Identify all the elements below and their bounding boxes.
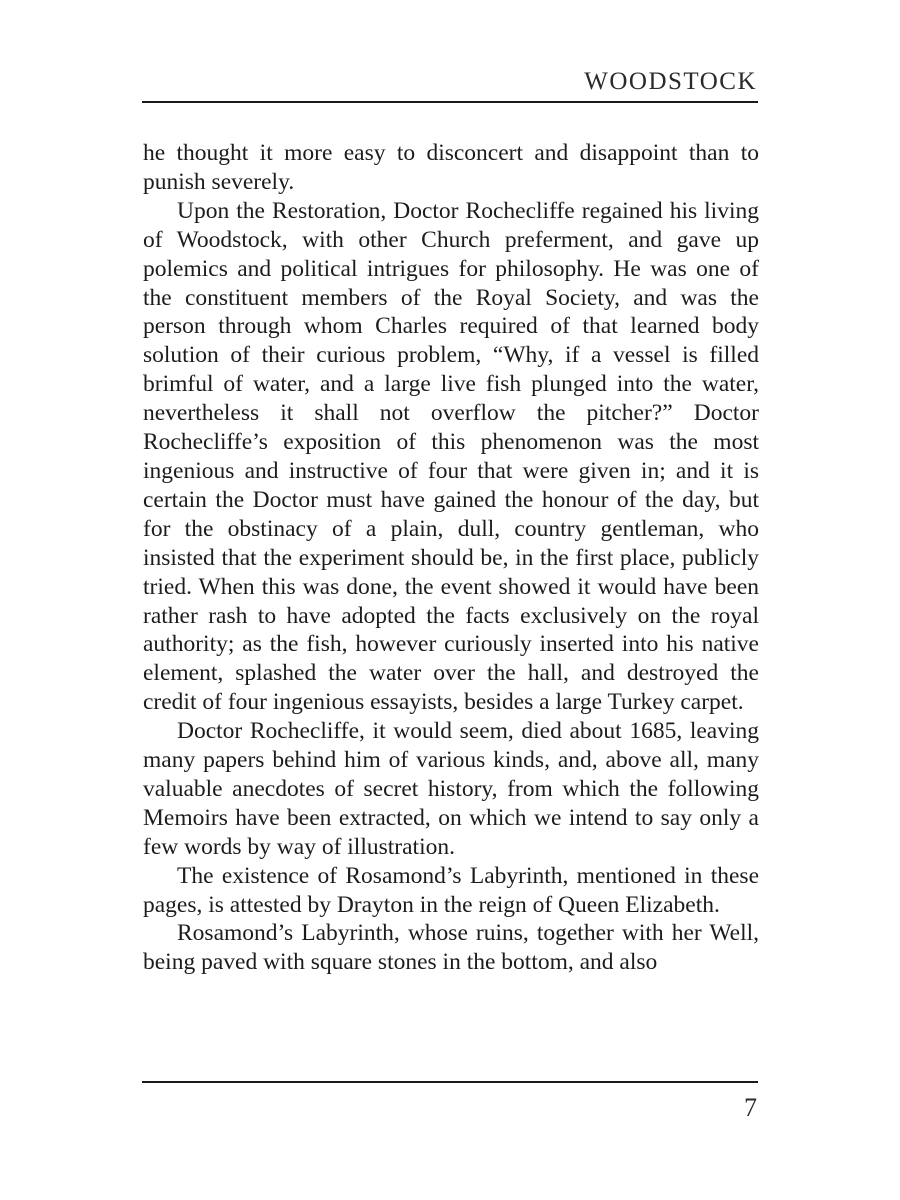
footer-rule: [142, 1081, 758, 1083]
paragraph-labyrinth-ruins: Rosamond’s Labyrinth, whose ruins, together with her Well, being paved with square stones in the bottom, and also: [143, 920, 759, 976]
page-number: 7: [744, 1093, 757, 1122]
paragraph-labyrinth-existence: The existence of Rosamond’s Labyrinth, mentioned in these pages, is attested by Drayton in the reign of Queen Elizabeth.: [143, 862, 759, 918]
paragraph-continuation: he thought it more easy to disconcert and disappoint than to punish severely.: [143, 140, 759, 195]
paragraph-restoration: Upon the Restoration, Doctor Rochecliffe regained his living of Woodstock, with other Church preferment, and gave up polemics and political intrigues for philosophy. He was one of the constituent members of the Royal Society, and was the person through whom Charles required of that learned body solution of their curious problem, “Why, if a vessel is filled brimful of water, and a large live fish plunged into the water, nevertheless it shall not overflow the pitcher?” Doctor Rochecliffe’s exposition of this phenomenon was the most ingenious and instructive of four that were given in; and it is certain the Doctor must have gained the honour of the day, but for the obstinacy of a plain, dull, country gentleman, who insisted that the experiment should be, in the first place, publicly tried. When this was done, the event showed it would have been rather rash to have adopted the facts exclusively on the royal authority; as the fish, however curiously inserted into his native element, splashed the water over the hall, and destroyed the credit of four ingenious essayists, besides a large Turkey carpet.: [143, 197, 759, 716]
running-head-title: WOODSTOCK: [584, 68, 757, 95]
body-text: [143, 139, 759, 977]
header-rule: [142, 101, 758, 103]
paragraph-death-papers: Doctor Rochecliffe, it would seem, died about 1685, leaving many papers behind him of various kinds, and, above all, many valuable anecdotes of secret history, from which the following Memoirs have been extracted, on which we intend to say only a few words by way of illustration.: [143, 718, 759, 860]
